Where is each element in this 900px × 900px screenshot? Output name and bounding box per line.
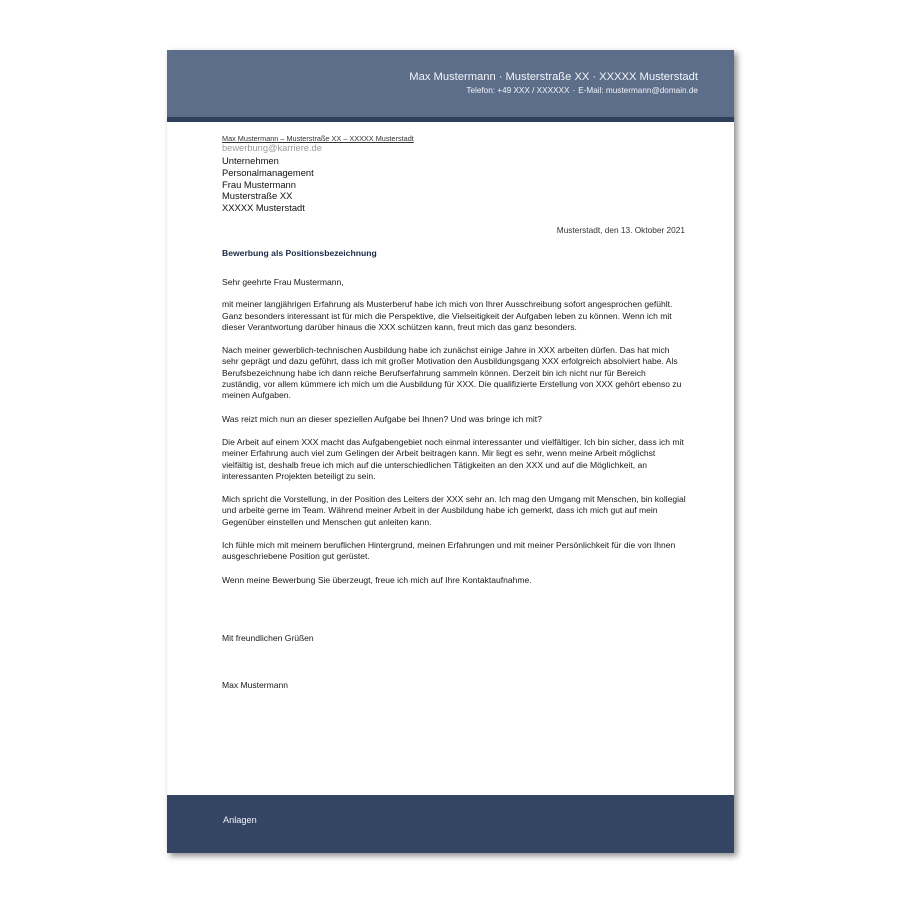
recipient-department: Personalmanagement xyxy=(222,166,314,178)
letter-body xyxy=(222,277,687,598)
body-paragraph: Die Arbeit auf einem XXX macht das Aufgabengebiet noch einmal interessanter und vielfältiger. Ich bin sicher, dass ich mit meiner Erfahrung auch viel zum Gelingen der Arbeit beitragen kann. Mir liegt es sehr, wenn meine Arbeit möglichst vielfältig ist, deshalb freue ich mich auf die unterschiedlichen Tätigkeiten an den XXX und auf die Möglichkeit, an interessanten Projekten beteiligt zu sein. xyxy=(222,436,684,481)
letter-signature-name: Max Mustermann xyxy=(222,680,289,690)
letter-closing: Mit freundlichen Grüßen xyxy=(222,633,314,643)
recipient-company: Unternehmen xyxy=(222,155,279,166)
letterhead-city: XXXXX Musterstadt xyxy=(599,71,698,83)
letter-subject: Bewerbung als Positionsbezeichnung xyxy=(222,248,377,258)
body-paragraph: Mich spricht die Vorstellung, in der Position des Leiters der XXX sehr an. Ich mag den Umgang mit Menschen, bin kollegial und arbeite gerne im Team. Während meiner Arbeit in der Ausbildung habe ich gemerkt, dass ich mich gut auf mein Gegenüber einstellen und Menschen gut anleiten kann. xyxy=(222,494,686,527)
separator: · xyxy=(592,71,597,83)
salutation: Sehr geehrte Frau Mustermann, xyxy=(222,277,344,287)
sender-email[interactable]: bewerbung@karriere.de xyxy=(222,143,322,153)
letterhead-address-line xyxy=(409,71,698,83)
recipient-person: Frau Mustermann xyxy=(222,178,296,190)
letterhead xyxy=(167,50,734,117)
letterhead-street: Musterstraße XX xyxy=(505,71,590,83)
separator: · xyxy=(572,86,576,95)
letterhead-contact-line xyxy=(466,86,698,95)
separator: · xyxy=(498,71,503,83)
letterhead-phone: Telefon: +49 XXX / XXXXXX xyxy=(466,86,570,95)
body-paragraph: Wenn meine Bewerbung Sie überzeugt, freue ich mich auf Ihre Kontaktaufnahme. xyxy=(222,574,532,585)
letter-date: Musterstadt, den 13. Oktober 2021 xyxy=(556,225,685,235)
letterhead-email[interactable]: E-Mail: mustermann@domain.de xyxy=(578,86,698,95)
letterhead-accent-bar xyxy=(167,117,734,122)
body-paragraph: Ich fühle mich mit meinem beruflichen Hintergrund, meinen Erfahrungen und mit meiner Persönlichkeit für die von Ihnen ausgeschriebene Position gut gerüstet. xyxy=(222,540,676,562)
letter-page xyxy=(167,50,734,853)
attachments-label: Anlagen xyxy=(223,815,257,825)
letterhead-name: Max Mustermann xyxy=(409,71,496,83)
recipient-street: Musterstraße XX xyxy=(222,190,293,202)
body-paragraph: mit meiner langjährigen Erfahrung als Musterberuf habe ich mich von Ihrer Ausschreibung sofort angesprochen gefühlt. Ganz besonders interessant ist für mich die Perspektive, die Vielseitigkeit der Aufgaben leben zu können. Wenn ich mit dieser Verantwortung darüber hinaus die XXX schützen kann, freut mich das ganz besonders. xyxy=(222,299,673,332)
recipient-address xyxy=(222,155,314,214)
body-paragraph: Was reizt mich nun an dieser speziellen Aufgabe bei Ihnen? Und was bringe ich mit? xyxy=(222,413,542,424)
letter-footer xyxy=(167,795,734,853)
body-paragraph: Nach meiner gewerblich-technischen Ausbildung habe ich zunächst einige Jahre in XXX arbeiten dürfen. Das hat mich sehr geprägt und dazu geführt, dass ich mit großer Motivation den Ausbildungsgang XXX erfolgreich absolviert habe. Als Berufsbezeichnung habe ich dann reiche Berufserfahrung sammeln können. Derzeit bin ich nicht nur für Bereich zuständig, vor allem kümmere ich mich um die Ausbildung für XXX. Die qualifizierte Erstellung von XXX gehört ebenso zu meinen Aufgaben. xyxy=(222,345,682,401)
recipient-city: XXXXX Musterstadt xyxy=(222,202,305,214)
sender-return-line: Max Mustermann – Musterstraße XX – XXXXX Musterstadt xyxy=(222,134,414,143)
